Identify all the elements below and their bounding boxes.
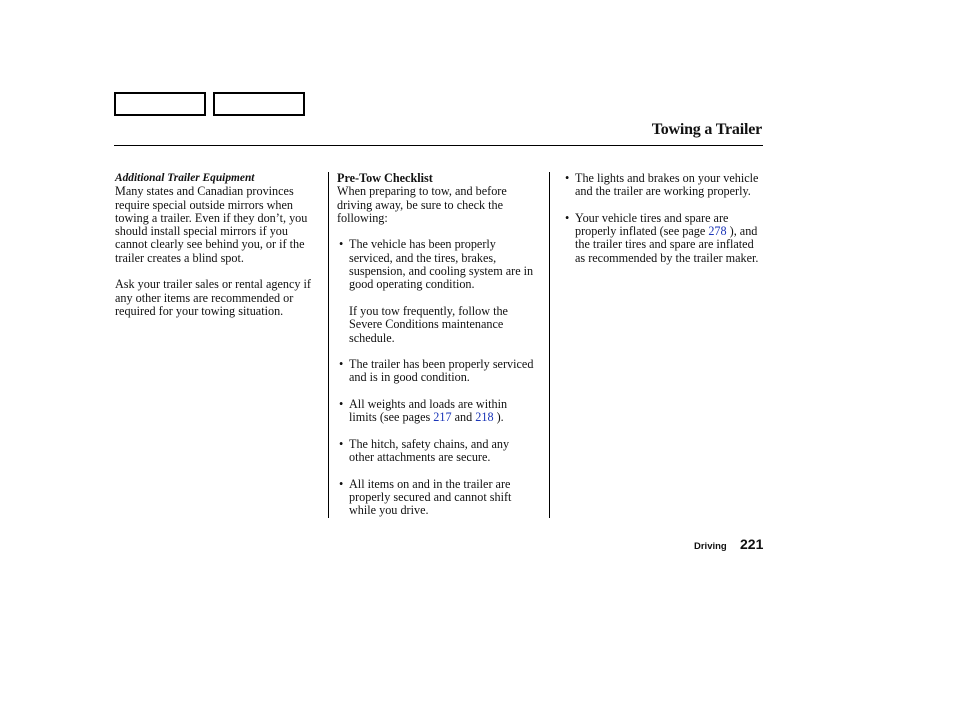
bullet-icon: • <box>565 210 570 225</box>
list-item-text-suffix: ). <box>493 410 504 425</box>
list-item-text: The hitch, safety chains, and any other attachments are secure. <box>349 436 510 465</box>
paragraph-ask-agency: Ask your trailer sales or rental agency if any other items are recommended or required for your towing situation. <box>115 277 311 318</box>
paragraph-mirrors: Many states and Canadian provinces require special outside mirrors when towing a trailer. Even if they don’t, you should install special mirrors if you cannot clearly see behind you, or if the trailer creates a blind spot. <box>115 184 308 265</box>
list-item-text-prefix: Your vehicle tires and spare are properly inflated (see page <box>575 210 729 239</box>
paragraph-severe-conditions-note: If you tow frequently, follow the Severe Conditions maintenance schedule. <box>349 303 508 345</box>
section-heading-pre-tow-checklist: Pre-Tow Checklist <box>337 171 433 185</box>
list-item-text: All items on and in the trailer are properly secured and cannot shift while you drive. <box>349 476 512 518</box>
column-checklist-continued <box>563 172 763 278</box>
list-item-text-middle: and <box>451 410 476 425</box>
list-item-text-prefix: All weights and loads are within limits (see pages <box>349 397 508 425</box>
list-item-trailer-serviced <box>337 358 537 385</box>
list-item-text: The trailer has been properly serviced and is in good condition. <box>349 357 534 385</box>
bullet-icon: • <box>339 357 344 372</box>
list-item-weights-loads <box>337 398 537 425</box>
page-link-218[interactable]: 218 <box>475 410 494 425</box>
page-link-217[interactable]: 217 <box>433 410 452 425</box>
nav-button-contents[interactable] <box>114 92 206 116</box>
bullet-icon: • <box>565 171 570 185</box>
list-item-vehicle-serviced <box>337 238 537 291</box>
page-title: Towing a Trailer <box>651 121 762 138</box>
page-link-278[interactable]: 278 <box>708 224 727 239</box>
list-item-text: The lights and brakes on your vehicle and the trailer are working properly. <box>575 171 759 199</box>
bullet-icon: • <box>339 476 344 491</box>
list-item-lights-brakes <box>563 172 763 199</box>
bullet-icon: • <box>339 397 344 412</box>
list-item-text: The vehicle has been properly serviced, and the tires, brakes, suspension, and cooling system are in good operating condition. <box>349 237 534 292</box>
nav-button-index[interactable] <box>213 92 305 116</box>
column-additional-equipment <box>115 172 321 332</box>
list-item-hitch-chains <box>337 438 537 465</box>
column-pre-tow-checklist <box>337 172 537 531</box>
title-divider <box>114 145 763 146</box>
footer-section-label: Driving <box>694 541 727 552</box>
paragraph-checklist-intro: When preparing to tow, and before driving away, be sure to check the following: <box>337 184 507 225</box>
page-number: 221 <box>740 536 764 552</box>
column-divider <box>549 172 550 518</box>
bullet-icon: • <box>339 237 344 252</box>
section-heading-additional-equipment: Additional Trailer Equipment <box>115 172 255 184</box>
column-divider <box>328 172 329 518</box>
bullet-icon: • <box>339 436 344 451</box>
list-item-items-secured <box>337 478 537 518</box>
list-item-tires-inflated <box>563 212 763 265</box>
list-item-text-suffix: ), and the trailer tires and spare are inflated as recommended by the trailer maker. <box>575 224 759 265</box>
